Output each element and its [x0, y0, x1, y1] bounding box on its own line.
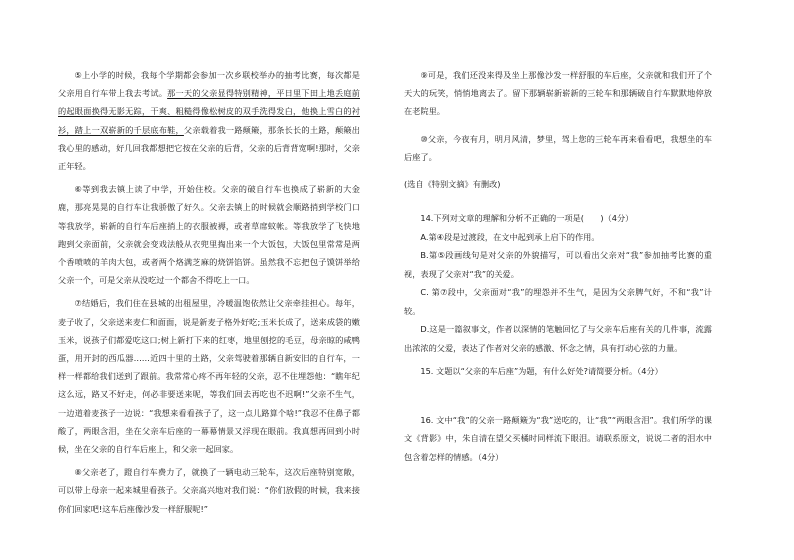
- underlined-sentence: 那一天的父亲显得特别精神，平日里下田上地丢庭前的起眼面换得无影无踪，干爽、粗糙得像松树皮的双手洗得发白，他换上雪白的衬衫，踏上一双崭新的千层底布鞋，: [58, 88, 360, 135]
- source-note: (选自《特别文摘》有删改): [404, 179, 501, 190]
- question-14-stem: 14.下列对文章的理解和分析不正确的一项是( )（4分）: [420, 213, 634, 224]
- passage-paragraph-6: ⑥等到我去镇上读了中学，开始住校。父亲的破自行车也换成了崭新的大金鹿，那亮晃晃的自行车让我骄傲了好久。父亲去镇上的时候就会顺路捎到学校门口等我放学，崭新的自行车后座捎上的衣服被褥，或者草席蚊帐。等我放学了飞快地跑到父亲面前，父亲就会变戏法般从衣兜里掏出来一个大饭包，大饭包里常常是两个香喷喷的羊肉大包，或者两个烙满芝麻的烧饼馅饼。虽然我不忘把包子馍饼举给父亲一个，可是父亲从没吃过一个都舍不得吃上一口。: [58, 184, 360, 286]
- question-14: [404, 209, 712, 357]
- passage-paragraph-10: ⑩父亲，今夜有月，明月风清，梦里，驾上您的三轮车再来看看吧，我想坐的车后座了。: [404, 133, 712, 162]
- question-15: 15. 文题以“父亲的车后座”为题，有什么好处?请简要分析。（4分）: [420, 366, 663, 377]
- question-14-option-d: D.这是一篇叙事文，作者以深情的笔触回忆了与父亲车后座有关的几件事，流露出浓浓的父爱，表达了作者对父亲的感激、怀念之情，具有打动心弦的力量。: [404, 324, 712, 353]
- question-16: 16. 文中“我”的父亲一路颠簸为“我”送吃的，让“我”“两眼含泪”。我们所学的课文《背影》中，朱自清在望父买橘时同样流下眼泪。请联系原文，说说二者的泪水中包含着怎样的情感。（4分）: [404, 414, 712, 462]
- paragraph-5-tail: 父亲载着我一路颠簸，那条长长的土路，颠簸出我心里的感动，好几回我都想把它按在父亲的后背，父亲的后背背宽啊!那时，父亲正年轻。: [58, 124, 360, 172]
- left-column: [58, 66, 360, 518]
- question-14-option-c: C. 第⑦段中，父亲面对“我”的埋怨并不生气，是因为父亲脾气好，不和“我”计较。: [404, 287, 712, 316]
- question-14-option-a: A.第④段是过渡段，在文中起到承上启下的作用。: [420, 231, 600, 242]
- passage-paragraph-9: ⑨可是，我们还没来得及坐上那像沙发一样舒服的车后座，父亲就和我们开了个天大的玩笑，悄悄地离去了。留下那辆崭新崭新的三轮车和那辆破自行车默默地停放在老院里。: [404, 70, 712, 117]
- paragraph-5-lead: ⑤上小学的时候，我每个学期都会参加一次乡联校举办的抽考比赛，每次都是父亲用自行车带上我去考试。: [58, 70, 360, 99]
- passage-paragraph-8: ⑧父亲老了，蹬自行车费力了，就换了一辆电动三轮车，这次后座特别宽敞，可以带上母亲一起来城里看孩子。父亲高兴地对我们说：“你们放假的时候，我来接你们回家吧!这车后座像沙发一样舒服呢!”: [58, 467, 360, 514]
- question-14-option-b: B.第⑤段画线句是对父亲的外貌描写，可以看出父亲对“我”参加抽考比赛的重视，表现了父亲对“我”的关爱。: [404, 250, 712, 279]
- passage-paragraph-5: [58, 66, 360, 175]
- right-column: [404, 66, 712, 466]
- passage-paragraph-7: ⑦结婚后，我们住在县城的出租屋里，冷暖温饱依然让父亲牵挂担心。每年，麦子收了，父亲送来麦仁和面面，说是新麦子格外好吃;玉米长成了，送来成袋的嫩玉米，说孩子们都爱吃这口;树上新打下来的红枣，地里刨挖的毛豆，母亲晾的咸鸭蛋，用开封的西瓜器……近四十里的土路，父亲驾驶着那辆自新安旧的自行车，一样一样都给我们送到了跟前。我常常心疼不再年轻的父亲，忍不住埋怨他：“瞧年纪这么远，路又不好走，何必非要送来呢，等我们回去再吃也不迟啊!”父亲不生气，一边道着麦孩子一边说：“我想来看看孩子了，这一点儿路算个啥!”我忍不住鼻子都酸了，两眼含泪，坐在父亲车后座的一幕幕情景又浮现在眼前。我真想再回到小时候，坐在父亲的自行车后座上，和父亲一起回家。: [58, 298, 360, 455]
